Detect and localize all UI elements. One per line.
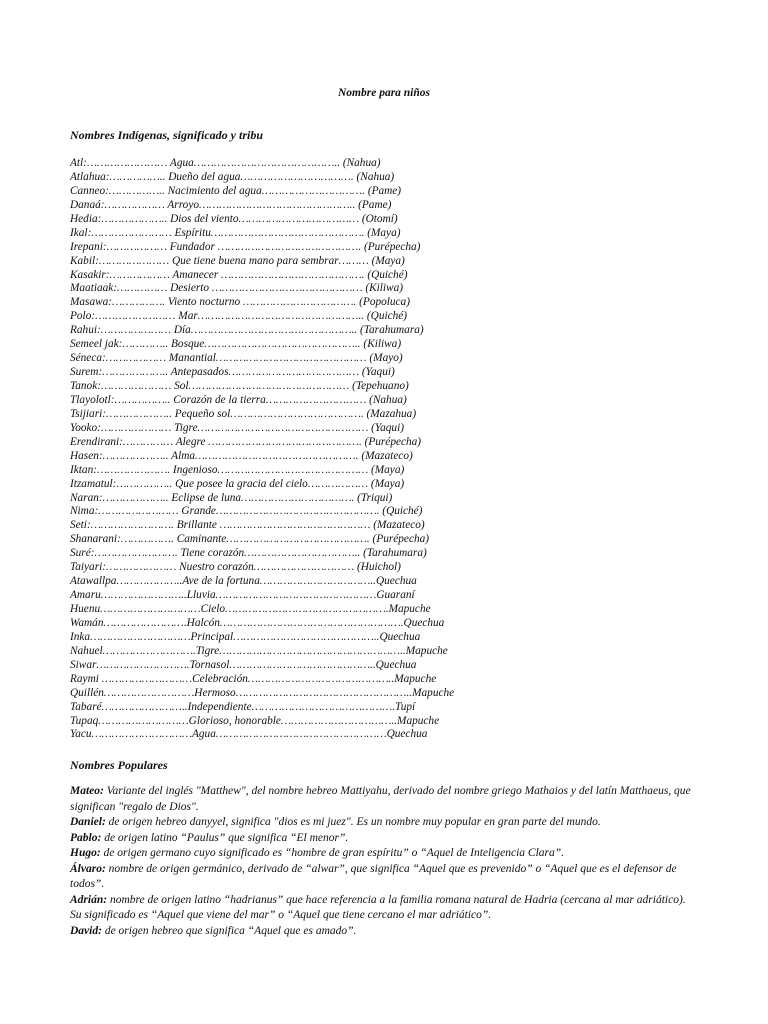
popular-name-entry [70, 815, 700, 831]
popular-name-entry [70, 846, 700, 862]
name-entry: Taiyari:………………… Nuestro corazón………………………… (Huichol) [70, 561, 401, 574]
name-entry: Tabaré……………………..Independiente…………………………………….Tupí [70, 700, 416, 713]
name-entry: Tlayolotl:…………….. Corazón de la tierra………………………… (Nahua) [70, 393, 407, 406]
name-entry: Naran:……………….. Eclipse de luna……………………………. (Triqui) [70, 491, 393, 504]
name-entry: Suré:……………………. Tiene corazón…………………………….. (Tarahumara) [70, 547, 427, 560]
section-title-indigenous: Nombres Indígenas, significado y tribu [70, 128, 264, 142]
name-entry: Ikal:…………………… Espíritu………………………………………. (Maya) [70, 226, 401, 239]
popular-name-description: nombre de origen germánico, derivado de “alwar”, que significa “Aquel que es prevenido” o “Aquel que es el defensor de todos”. [70, 862, 677, 890]
name-entry: Kasakir:……………… Amanecer ……………………………………. (Quiché) [70, 268, 408, 281]
name-entry: Hedia:……………….. Dios del viento……………………………… (Otomí) [70, 212, 398, 225]
name-entry: Inka…………………………Principal……………………………………..Quechua [70, 630, 421, 643]
name-entry: Surem:……………….. Antepasados………………………………… (Yaqui) [70, 366, 395, 379]
name-entry: Danaá:……………… Arroyo……………………………………….. (Pame) [70, 198, 392, 211]
name-entry: Yooko:………………… Tigre…………………………………………… (Yaqui) [70, 421, 404, 434]
name-entry: Tsijiari:……………….. Pequeño sol…………………………………. (Mazahua) [70, 407, 417, 420]
popular-name: Pablo: [70, 831, 102, 844]
name-entry: Nima:…………………… Grande…………………………………………. (Quiché) [70, 505, 423, 518]
name-entry: Nahuel……………………….Tigre………………………………………………..Mapuche [70, 644, 448, 657]
name-entry: Irepani:……………… Fundador ……………………………………. (Purépecha) [70, 240, 421, 253]
popular-name-description: de origen hebreo danyyel, significa "dios es mi juez". Es un nombre muy popular en gran parte del mundo. [105, 816, 601, 828]
name-entry: Atl:…………………… Agua…………………………………….. (Nahua) [70, 157, 381, 169]
name-entry: Wamán…………………….Halcón……………………………………………….Quechua [70, 616, 445, 629]
name-entry: Hasen:……………….. Alma…………………………………………. (Mazateco) [70, 449, 413, 462]
popular-name-description: de origen germano cuyo significado es “hombre de gran espíritu” o “Aquel de Inteligencia Clara”. [100, 847, 565, 859]
popular-name: David: [70, 924, 102, 937]
popular-name: Adrián: [70, 893, 108, 906]
popular-name: Hugo: [70, 847, 101, 859]
name-entry: Huenu…………………………Cielo………………………………………….Mapuche [70, 603, 431, 615]
name-entry: Raymi ………………………Celebración……………………………………..Mapuche [70, 672, 437, 685]
name-entry: Erendirani:…………… Alegre ………………………………………. (Purépecha) [70, 435, 422, 448]
popular-name-entry [70, 893, 700, 924]
name-entry: Amaru……………………..Lluvia…………………………………………Guaraní [70, 589, 415, 602]
name-entry: Atlahua:…………….. Dueño del agua……………………………. (Nahua) [70, 170, 395, 183]
name-entry: Masawa:……………. Viento nocturno ……………………………. (Popoluca) [70, 296, 410, 309]
popular-name: Álvaro: [70, 862, 106, 875]
popular-name-description: de origen hebreo que significa “Aquel que es amado”. [101, 924, 357, 937]
name-entry: Polo:…………………… Mar………………………………………….. (Quiché) [70, 310, 408, 323]
name-entry: Itzamatul:…………….. Que posee la gracia del cielo……………… (Maya) [70, 477, 405, 490]
name-entry: Siwar……………………….Tornasol……………………………………..Quechua [70, 658, 417, 671]
document-title: Nombre para niños [337, 87, 431, 99]
popular-name-description: nombre de origen latino “hadrianus” que hace referencia a la familia romana natural de Hadria (cercana al mar adriático). Su significado es “Aquel que viene del mar” o “Aquel que tiene cercano el mar adriático”. [70, 893, 686, 921]
name-entry: Iktan:…………………. Ingenioso……………………………………… (Maya) [70, 463, 405, 476]
name-entry: Rahui:………………… Día………………………………………….. (Tarahumara) [70, 324, 424, 337]
popular-names-list [70, 784, 700, 939]
name-entry: Tanok:………………… Sol………………………………………… (Tepehuano) [70, 380, 409, 392]
popular-name: Daniel: [70, 816, 106, 828]
popular-name-entry [70, 784, 700, 815]
indigenous-names-list [70, 157, 710, 742]
name-entry: Semeel jak:………….. Bosque……………………………………….. (Kiliwa) [70, 338, 402, 351]
name-entry: Séneca:……………… Manantial……………………………………… (Mayo) [70, 352, 403, 365]
name-entry: Kabil:………………… Que tiene buena mano para sembrar……… (Maya) [70, 254, 405, 267]
name-entry: Atawallpa………………..Ave de la fortuna……………………………..Quechua [70, 575, 417, 588]
name-entry: Maatiaak:…………… Desierto ……………………………………… (Kiliwa) [70, 282, 403, 295]
name-entry: Shanarani:……………. Caminante……………………………………. (Purépecha) [70, 533, 430, 546]
popular-name-entry [70, 831, 700, 847]
name-entry: Canneo:…………….. Nacimiento del agua…………………………. (Pame) [70, 184, 402, 197]
name-entry: Yacu…………………………Agua……………………………………………Quechua [70, 728, 428, 741]
name-entry: Tupaq………………………Glorioso, honorable……………………………..Mapuche [70, 714, 440, 727]
popular-name-description: de origen latino “Paulus” que significa “El menor”. [101, 831, 349, 844]
popular-name-entry [70, 924, 700, 940]
popular-name-entry [70, 862, 700, 893]
popular-name: Mateo: [70, 785, 104, 797]
section-title-popular: Nombres Populares [70, 758, 168, 772]
popular-name-description: Variante del inglés "Matthew", del nombre hebreo Mattiyahu, derivado del nombre griego Mathaios y del latín Matthaeus, que significan "regalo de Dios". [70, 785, 691, 813]
name-entry: Seti:……………………. Brillante ……………………………………… (Mazateco) [70, 519, 425, 532]
name-entry: Quillén………………………Hermoso……………………………………………..Mapuche [70, 686, 455, 699]
